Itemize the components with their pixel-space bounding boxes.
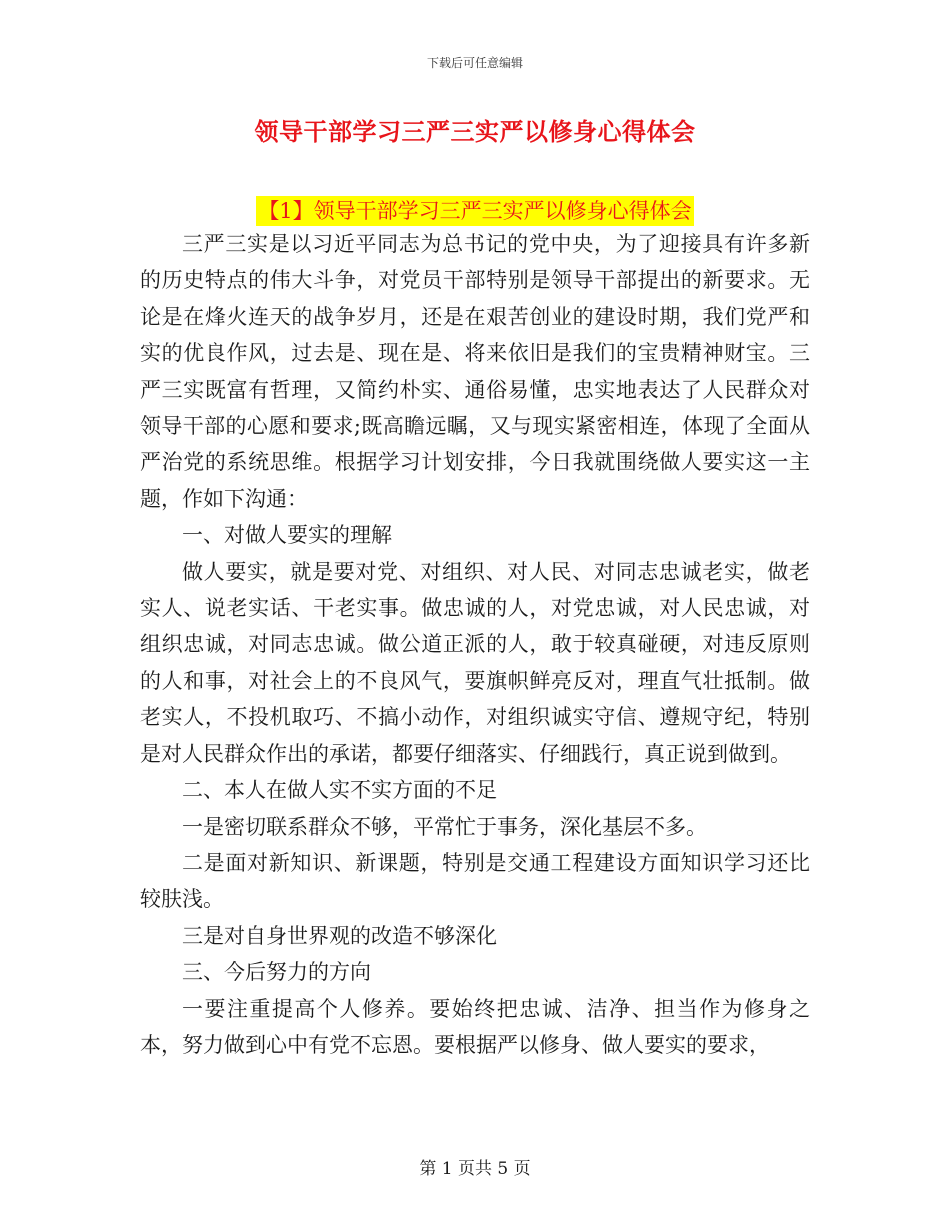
subheading-future-direction: 三、今后努力的方向 [182, 960, 371, 985]
shortcoming-item-2: 二是面对新知识、新课题，特别是交通工程建设方面知识学习还比较肤浅。 [140, 850, 810, 912]
section-heading: 【1】领导干部学习三严三实严以修身心得体会 [256, 196, 693, 226]
page-number: 第 1 页共 5 页 [419, 1159, 531, 1179]
section-heading-container [0, 196, 950, 226]
document-body [140, 226, 810, 1063]
header-note: 下载后可任意编辑 [426, 56, 523, 70]
body-paragraph-intro: 三严三实是以习近平同志为总书记的党中央，为了迎接具有许多新的历史特点的伟大斗争，对党员干部特别是领导干部提出的新要求。无论是在烽火连天的战争岁月，还是在艰苦创业的建设时期，我们党严和实的优良作风，过去是、现在是、将来依旧是我们的宝贵精神财宝。三严三实既富有哲理，又简约朴实、通俗易懂，忠实地表达了人民群众对领导干部的心愿和要求;既高瞻远瞩，又与现实紧密相连，体现了全面从严治党的系统思维。根据学习计划安排，今日我就围绕做人要实这一主题，作如下沟通： [140, 232, 810, 511]
shortcoming-item-3: 三是对自身世界观的改造不够深化 [182, 923, 497, 948]
body-paragraph-meaning: 做人要实，就是要对党、对组织、对人民、对同志忠诚老实，做老实人、说老实话、干老实事。做忠诚的人，对党忠诚，对人民忠诚，对组织忠诚，对同志忠诚。做公道正派的人，敢于较真碰硬，对违反原则的人和事，对社会上的不良风气，要旗帜鲜亮反对，理直气壮抵制。做老实人，不投机取巧、不搞小动作，对组织诚实守信、遵规守纪，特别是对人民群众作出的承诺，都要仔细落实、仔细践行，真正说到做到。 [140, 559, 810, 766]
subheading-shortcomings: 二、本人在做人实不实方面的不足 [182, 778, 497, 803]
shortcoming-item-1: 一是密切联系群众不够，平常忙于事务，深化基层不多。 [182, 814, 707, 839]
body-paragraph-direction-1: 一要注重提高个人修养。要始终把忠诚、洁净、担当作为修身之本，努力做到心中有党不忘恩。要根据严以修身、做人要实的要求， [140, 996, 810, 1057]
document-title: 领导干部学习三严三实严以修身心得体会 [254, 117, 696, 146]
subheading-understanding: 一、对做人要实的理解 [182, 523, 392, 548]
